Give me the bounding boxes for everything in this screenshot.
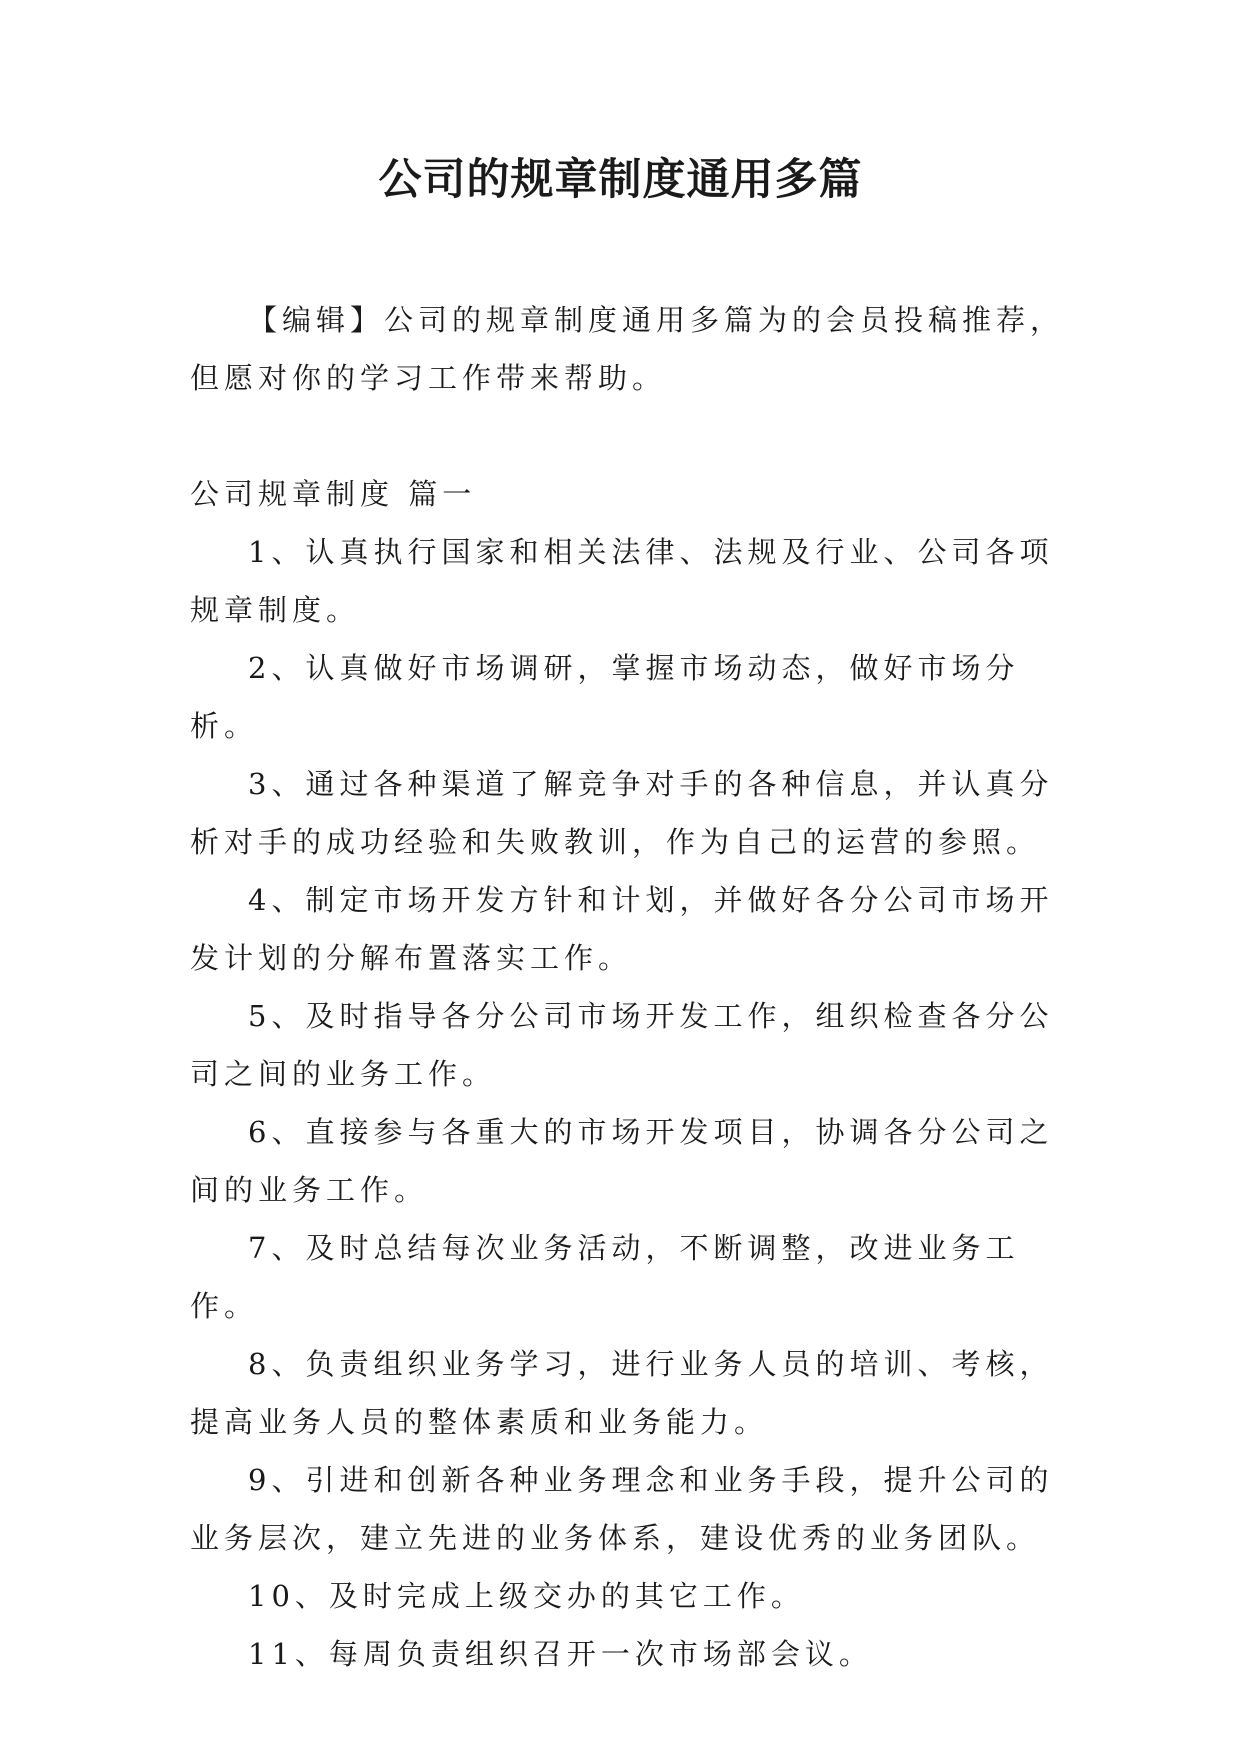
document-title: 公司的规章制度通用多篇: [378, 155, 863, 205]
list-item: 7、及时总结每次业务活动，不断调整，改进业务工作。: [190, 1231, 1020, 1323]
list-item: 9、引进和创新各种业务理念和业务手段，提升公司的业务层次，建立先进的业务体系，建设优秀的业务团队。: [190, 1463, 1054, 1555]
list-item: 3、通过各种渠道了解竞争对手的各种信息，并认真分析对手的成功经验和失败教训，作为自己的运营的参照。: [190, 767, 1054, 859]
list-item: 8、负责组织业务学习，进行业务人员的培训、考核，提高业务人员的整体素质和业务能力。: [190, 1347, 1054, 1439]
list-item: 1、认真执行国家和相关法律、法规及行业、公司各项规章制度。: [190, 535, 1054, 627]
list-item: 11、每周负责组织召开一次市场部会议。: [248, 1637, 873, 1671]
document-body: [190, 291, 1065, 1683]
intro-paragraph: 【编辑】公司的规章制度通用多篇为的会员投稿推荐，但愿对你的学习工作带来帮助。: [190, 303, 1065, 395]
list-item: 10、及时完成上级交办的其它工作。: [248, 1579, 805, 1613]
list-item: 2、认真做好市场调研，掌握市场动态，做好市场分析。: [190, 651, 1020, 743]
list-item: 5、及时指导各分公司市场开发工作，组织检查各分公司之间的业务工作。: [190, 999, 1054, 1091]
section-heading: 公司规章制度 篇一: [190, 477, 477, 511]
list-item: 6、直接参与各重大的市场开发项目，协调各分公司之间的业务工作。: [190, 1115, 1054, 1207]
list-item: 4、制定市场开发方针和计划，并做好各分公司市场开发计划的分解布置落实工作。: [190, 883, 1054, 975]
